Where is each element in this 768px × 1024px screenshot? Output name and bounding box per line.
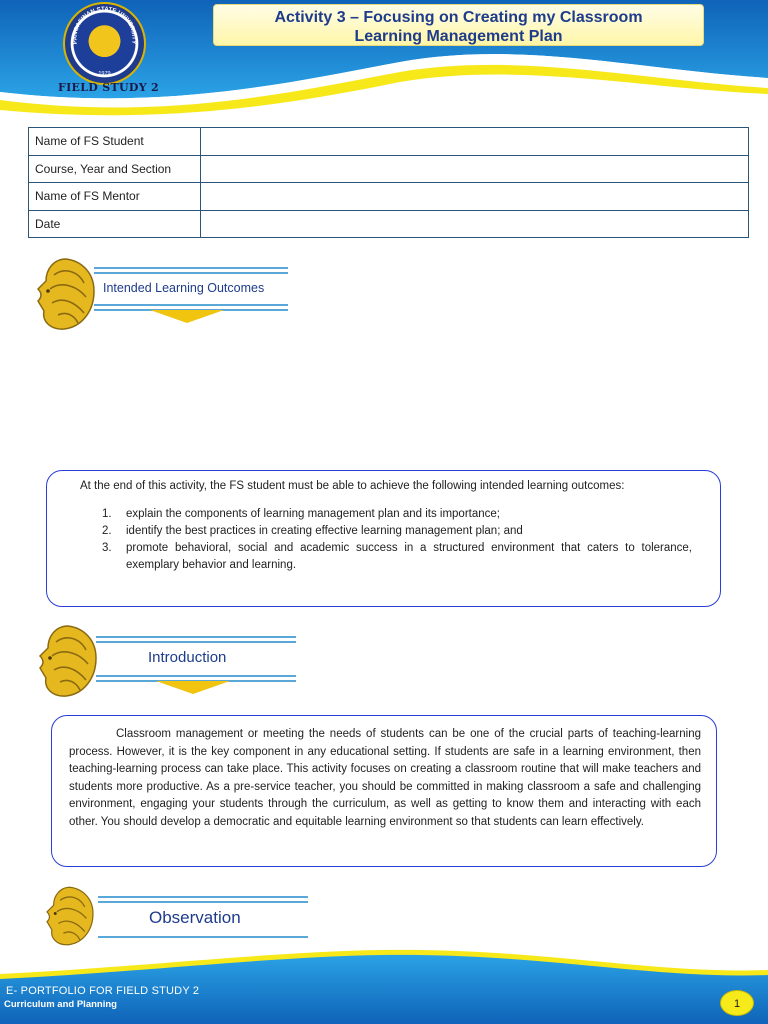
introduction-section-banner: [36, 622, 300, 700]
footer-subtitle: Curriculum and Planning: [4, 999, 117, 1010]
list-item: [102, 540, 692, 574]
lion-head-icon: [36, 622, 100, 700]
row-label: Date: [29, 210, 201, 238]
university-seal: [63, 2, 146, 85]
observation-section-banner: [38, 884, 310, 948]
activity-title: [213, 4, 704, 46]
table-row: [29, 155, 749, 183]
banner-arrow-icon: [156, 681, 230, 694]
list-text: promote behavioral, social and academic success in a structured environment that caters to tolerance, exemplary behavior and learning.: [126, 542, 692, 571]
row-label: Name of FS Student: [29, 128, 201, 156]
table-row: [29, 183, 749, 211]
list-item: [102, 523, 692, 540]
seal-year: 1979: [98, 71, 111, 77]
row-value-field[interactable]: [201, 210, 749, 238]
page-header: [0, 0, 768, 125]
page-footer: [0, 948, 768, 1024]
row-value-field[interactable]: [201, 183, 749, 211]
list-number: 3.: [102, 542, 112, 554]
section-title: Intended Learning Outcomes: [103, 281, 265, 295]
introduction-text: Classroom management or meeting the needs of students can be one of the crucial parts of teaching-learning process. However, it is the key component in any educational setting. If students are safe in a learning environment, then teaching-learning process can take place. This activity focuses on creating a classroom routine that will make teachers and students more productive. As a pre-service teacher, you should be committed in making classroom a safe and challenging environment, engaging your students through the curriculum, as well as getting to know them and interacting with each other. You should develop a democratic and equitable learning environment so that students can learn effectively.: [69, 728, 701, 828]
student-info-table: [28, 127, 749, 238]
list-text: explain the components of learning management plan and its importance;: [126, 508, 500, 520]
section-title: Observation: [149, 908, 241, 927]
seal-ring-text: PANGASINAN STATE UNIVERSITY: [72, 6, 137, 45]
banner-arrow-icon: [150, 310, 224, 323]
activity-title-line2: Learning Management Plan: [354, 28, 563, 45]
activity-title-line1: Activity 3 – Focusing on Creating my Classroom: [274, 9, 643, 26]
page-number-badge: 1: [720, 990, 754, 1016]
list-number: 2.: [102, 525, 112, 537]
subject-label: FIELD STUDY 2: [58, 81, 159, 94]
table-row: [29, 128, 749, 156]
ilo-content-box: [46, 470, 721, 607]
footer-title: E- PORTFOLIO FOR FIELD STUDY 2: [6, 985, 200, 997]
lion-head-icon: [38, 884, 102, 948]
row-value-field[interactable]: [201, 155, 749, 183]
row-value-field[interactable]: [201, 128, 749, 156]
list-item: [102, 506, 692, 523]
lion-emblem-icon: [81, 20, 128, 67]
list-number: 1.: [102, 508, 112, 520]
row-label: Course, Year and Section: [29, 155, 201, 183]
lion-head-icon: [34, 255, 98, 333]
ilo-intro-text: At the end of this activity, the FS student must be able to achieve the following intended learning outcomes:: [80, 480, 625, 492]
row-label: Name of FS Mentor: [29, 183, 201, 211]
introduction-content-box: [51, 715, 717, 867]
section-title: Introduction: [148, 649, 227, 666]
list-text: identify the best practices in creating effective learning management plan; and: [126, 525, 523, 537]
table-row: [29, 210, 749, 238]
ilo-section-banner: [34, 255, 294, 333]
ilo-list: [102, 506, 692, 574]
